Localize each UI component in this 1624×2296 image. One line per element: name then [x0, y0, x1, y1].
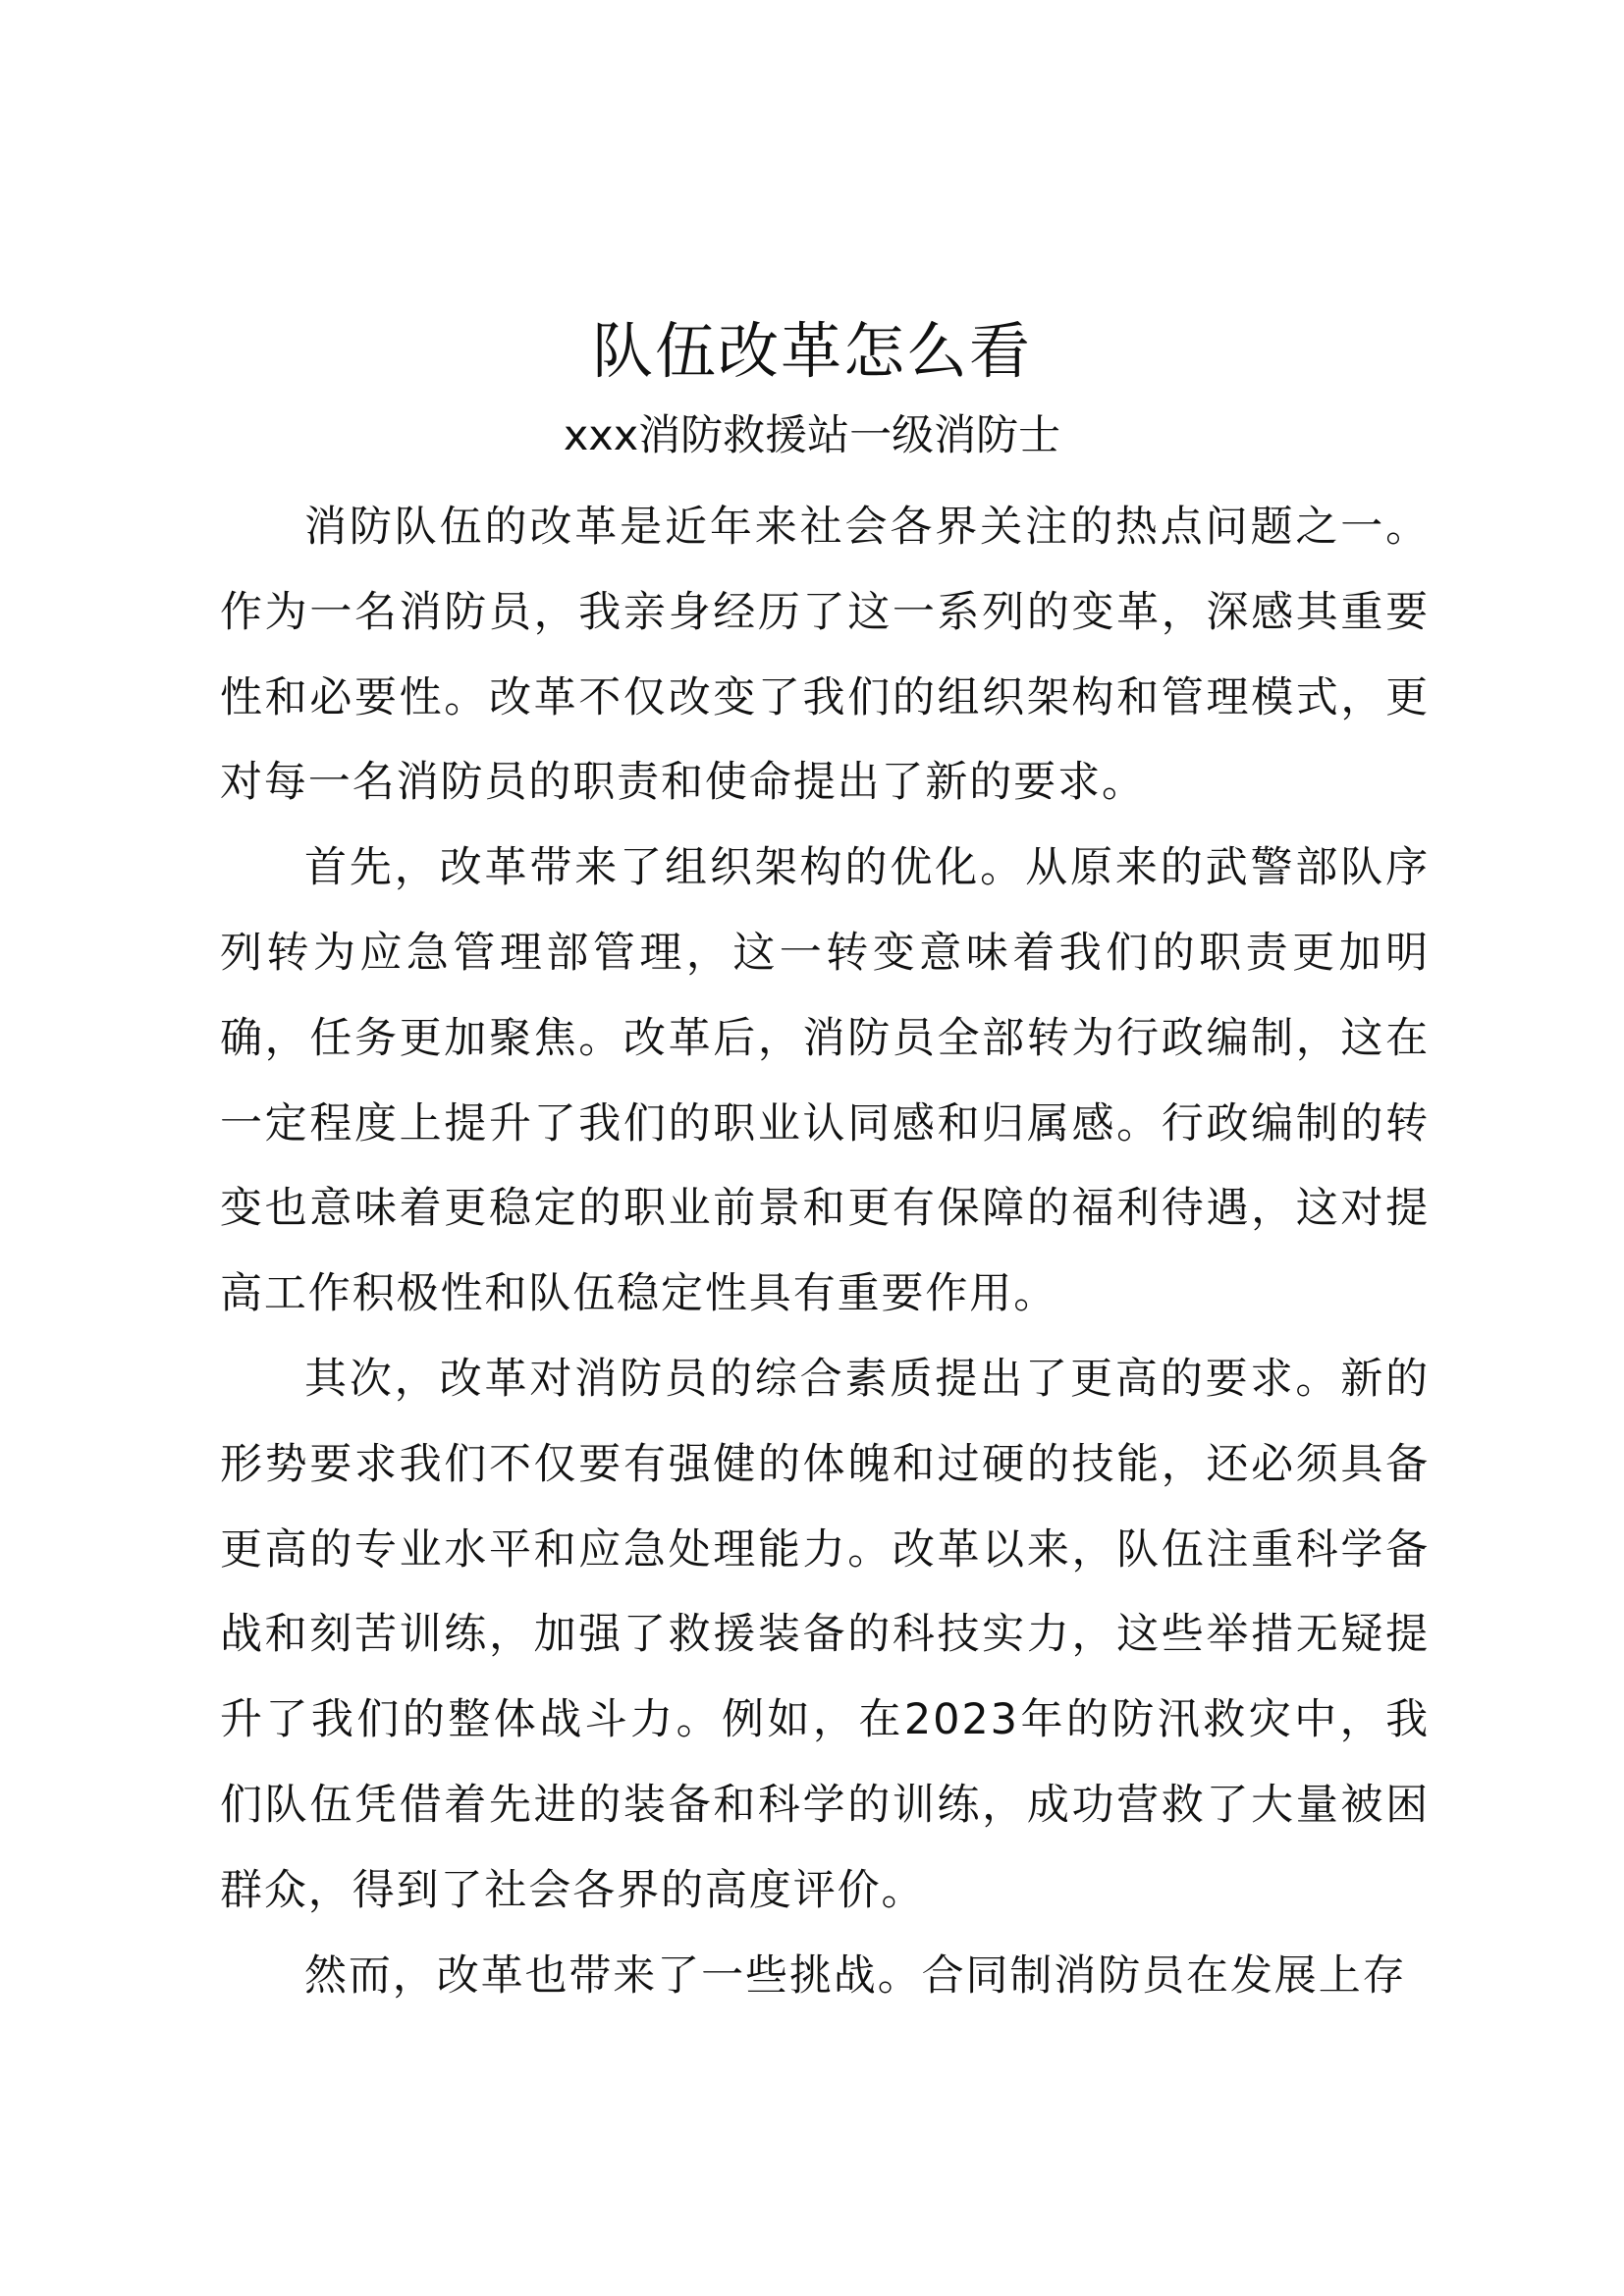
document-body: [220, 485, 1430, 2018]
document-title: 队伍改革怎么看: [591, 315, 1032, 387]
paragraph-third: 然而，改革也带来了一些挑战。合同制消防员在发展上存: [304, 1950, 1407, 2001]
paragraph-first: 首先，改革带来了组织架构的优化。从原来的武警部队序列转为应急管理部管理，这一转变意味着我们的职责更加明确，任务更加聚焦。改革后，消防员全部转为行政编制，这在一定程度上提升了我们的职业认同感和归属感。行政编制的转变也意味着更稳定的职业前景和更有保障的福利待遇，这对提高工作积极性和队伍稳定性具有重要作用。: [220, 843, 1430, 1319]
paragraph-second: 其次，改革对消防员的综合素质提出了更高的要求。新的形势要求我们不仅要有强健的体魄和过硬的技能，还必须具备更高的专业水平和应急处理能力。改革以来，队伍注重科学备战和刻苦训练，加强了救援装备的科技实力，这些举措无疑提升了我们的整体战斗力。例如，在2023年的防汛救灾中，我们队伍凭借着先进的装备和科学的训练，成功营救了大量被困群众，得到了社会各界的高度评价。: [220, 1354, 1430, 1915]
document-author: xxx消防救援站一级消防士: [563, 411, 1061, 460]
paragraph-intro: 消防队伍的改革是近年来社会各界关注的热点问题之一。作为一名消防员，我亲身经历了这一系列的变革，深感其重要性和必要性。改革不仅改变了我们的组织架构和管理模式，更对每一名消防员的职责和使命提出了新的要求。: [220, 503, 1430, 808]
